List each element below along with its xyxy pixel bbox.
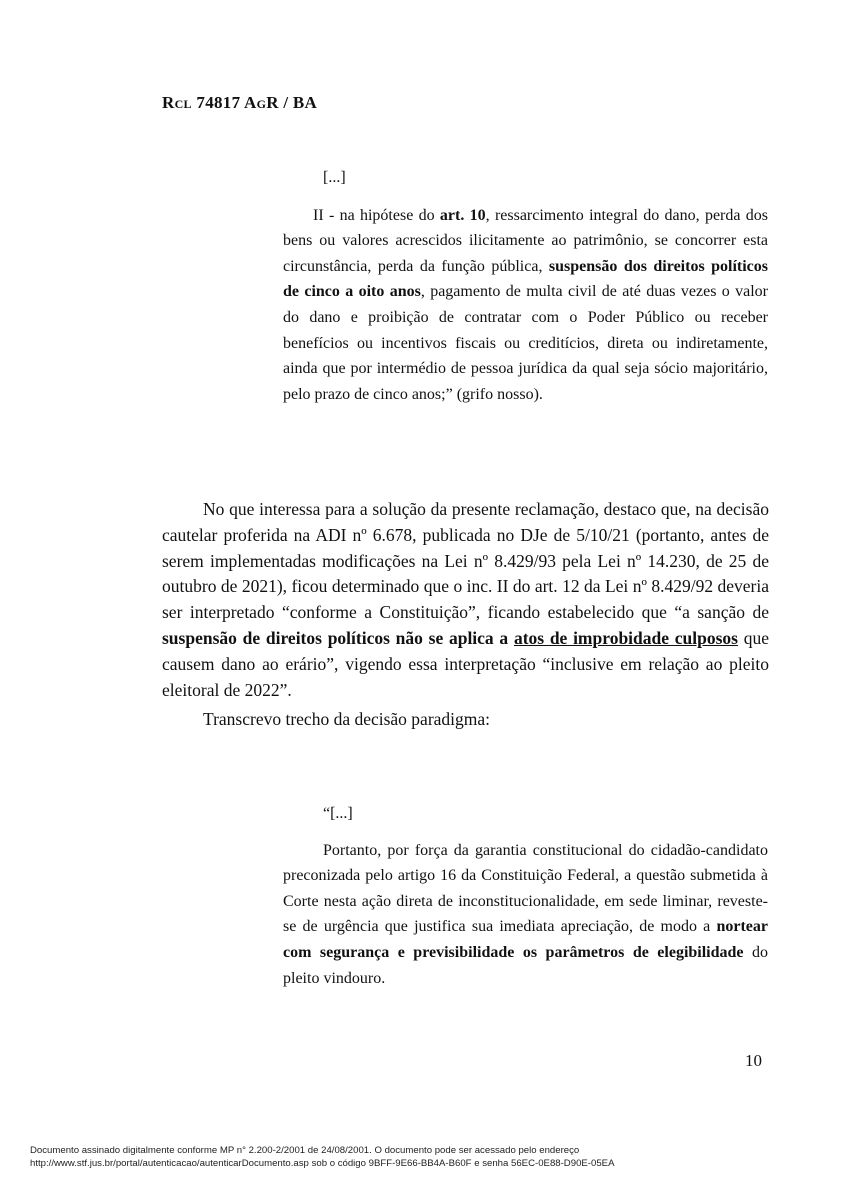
footer-line-2: http://www.stf.jus.br/portal/autenticacao/autenticarDocumento.asp sob o código 9BFF-9E66-BB4A-B60F e senha 56EC-0E88-D90E-05EA — [30, 1158, 615, 1169]
quote-paragraph-portanto — [283, 838, 768, 992]
quote-block-decision — [283, 801, 768, 991]
text-segment: , ressarcimento integral do dano, perda dos bens ou valores acrescidos ilicitamente ao patrimônio, se concorrer esta circunstância, perda da função pública, — [283, 206, 769, 275]
page-number: 10 — [745, 1051, 762, 1070]
case-header: Rcl 74817 AgR / BA — [162, 93, 318, 112]
quote-block-law — [283, 165, 768, 407]
signature-footer — [30, 1144, 820, 1170]
text-segment: do pleito vindouro. — [283, 943, 769, 987]
text-segment: , pagamento de multa civil de até duas vezes o valor do dano e proibição de contratar com o Poder Público ou receber benefícios ou incentivos fiscais ou creditícios, direta ou indiretamente, ainda que por intermédio de pessoa jurídica da qual seja sócio majoritário, pelo prazo de cinco anos;” (grifo nosso). — [283, 283, 768, 403]
text-segment: No que interessa para a solução da presente reclamação, destaco que, na decisão cautelar proferida na ADI nº 6.678, publicada no DJe de 5/10/21 (portanto, antes de serem implementadas modificações na Lei nº 8.429/93 pela Lei nº 14.230, de 25 de outubro de 2021), ficou determinado que o inc. II do art. 12 da Lei nº 8.429/92 deveria ser interpretado “conforme a Constituição”, ficando estabelecido que “a sanção de — [162, 499, 769, 623]
quote-paragraph-art-10 — [283, 203, 768, 408]
body-text — [162, 497, 769, 733]
text-segment: II - na hipótese do — [313, 206, 440, 224]
bold-suspension-rights: suspensão de direitos políticos não se aplica a — [162, 627, 514, 648]
bold-nortear: nortear com segurança e previsibilidade os parâmetros de elegibilidade — [283, 918, 768, 961]
footer-line-1: Documento assinado digitalmente conforme MP n° 2.200-2/2001 de 24/08/2001. O documento pode ser acessado pelo endereço — [30, 1145, 580, 1156]
bold-underlined-acts: atos de improbidade culposos — [513, 627, 738, 648]
text-segment: Portanto, por força da garantia constitucional do cidadão-candidato preconizada pelo artigo 16 da Constituição Federal, a questão submetida à Corte nesta ação direta de inconstitucionalidade, em sede liminar, reveste-se de urgência que justifica sua imediata apreciação, de modo a — [283, 841, 768, 936]
bold-suspension: suspensão dos direitos políticos de cinco a oito anos — [283, 257, 769, 301]
bold-art-10: art. 10 — [439, 206, 486, 224]
body-paragraph-main — [162, 497, 769, 703]
body-paragraph-transcrevo: Transcrevo trecho da decisão paradigma: — [203, 709, 491, 730]
quote-ellipsis: [...] — [323, 169, 346, 186]
quote-ellipsis: “[...] — [323, 805, 353, 822]
text-segment: que causem dano ao erário”, vigendo essa interpretação “inclusive em relação ao pleito eleitoral de 2022”. — [162, 627, 769, 700]
